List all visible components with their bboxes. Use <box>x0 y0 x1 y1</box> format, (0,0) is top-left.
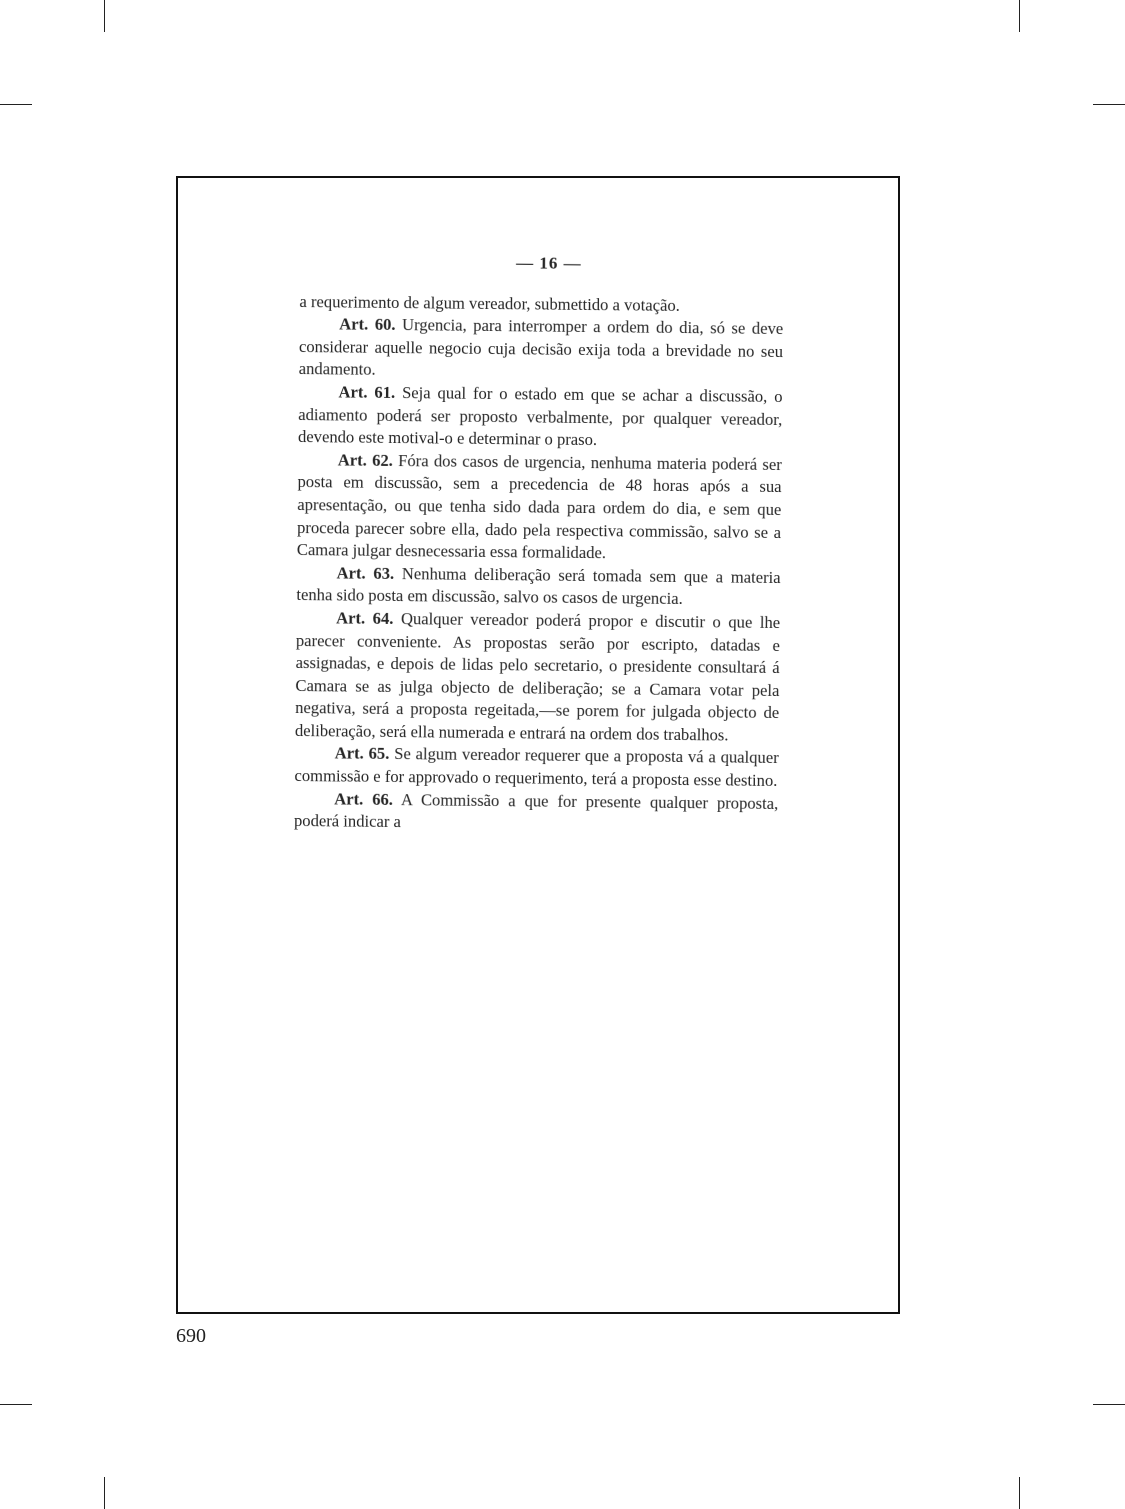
article-text: Fóra dos casos de urgencia, nenhuma materia poderá ser posta em discussão, sem a precedencia de 48 horas após a sua apresentação, ou que tenha sido dada para ordem do dia, e sem que proceda parecer sobre ella, dado pela respectiva commissão, salvo se a Camara julgar desnecessaria essa formalidade. <box>296 450 782 563</box>
article-text: Urgencia, para interromper a ordem do dia, só se deve considerar aquelle negocio cuja decisão exija toda a brevidade no seu andamento. <box>298 315 784 380</box>
page-number: 690 <box>176 1325 206 1347</box>
crop-mark-bottom-right <box>1019 1477 1020 1509</box>
article-text: Seja qual for o estado em que se achar a discussão, o adiamento poderá ser proposto verbalmente, por qualquer vereador, devendo este motival-o e determinar o praso. <box>297 382 783 450</box>
scanned-page-frame <box>176 176 900 1314</box>
article-number: Art. 63. <box>336 563 395 583</box>
article-text: Qualquer vereador poderá propor e discutir o que lhe parecer conveniente. As propostas serão por escripto, datadas e assignadas, e depois de lidas pelo secretario, o presidente consultará á Camara se as julga objecto de deliberação; se a Camara votar pela negativa, será a proposta regeitada,—se porem for julgada objecto de deliberação, será ella numerada e entrará na ordem dos trabalhos. <box>294 608 781 745</box>
article-number: Art. 65. <box>334 743 390 764</box>
article-number: Art. 61. <box>338 382 396 402</box>
article-number: Art. 62. <box>337 450 393 470</box>
article-number: Art. 66. <box>334 789 394 809</box>
crop-mark-left-bottom <box>0 1404 32 1405</box>
crop-mark-top-left <box>104 0 105 32</box>
article-66 <box>294 788 778 838</box>
article-62 <box>297 449 782 567</box>
article-65 <box>294 742 778 792</box>
crop-mark-left-top <box>0 104 32 105</box>
article-number: Art. 64. <box>336 608 394 628</box>
article-number: Art. 60. <box>339 314 396 335</box>
paragraph-text: a requerimento de algum vereador, submettido a votação. <box>299 291 680 315</box>
article-text: Se algum vereador requerer que a proposta vá a qualquer commissão e for approvado o requerimento, terá a proposta esse destino. <box>294 744 779 791</box>
crop-mark-right-bottom <box>1093 1404 1125 1405</box>
article-text: Nenhuma deliberação será tomada sem que a materia tenha sido posta em discussão, salvo os casos de urgencia. <box>296 563 781 609</box>
article-63 <box>296 562 780 612</box>
article-60 <box>299 313 784 386</box>
article-text: A Commissão a que for presente qualquer proposta, poderá indicar a <box>293 789 779 832</box>
running-head: — 16 — <box>516 253 582 273</box>
crop-mark-bottom-left <box>104 1477 105 1509</box>
scanned-page-text <box>294 250 784 838</box>
article-64 <box>295 607 780 748</box>
article-61 <box>298 381 783 454</box>
crop-mark-top-right <box>1019 0 1020 32</box>
crop-mark-right-top <box>1093 104 1125 105</box>
